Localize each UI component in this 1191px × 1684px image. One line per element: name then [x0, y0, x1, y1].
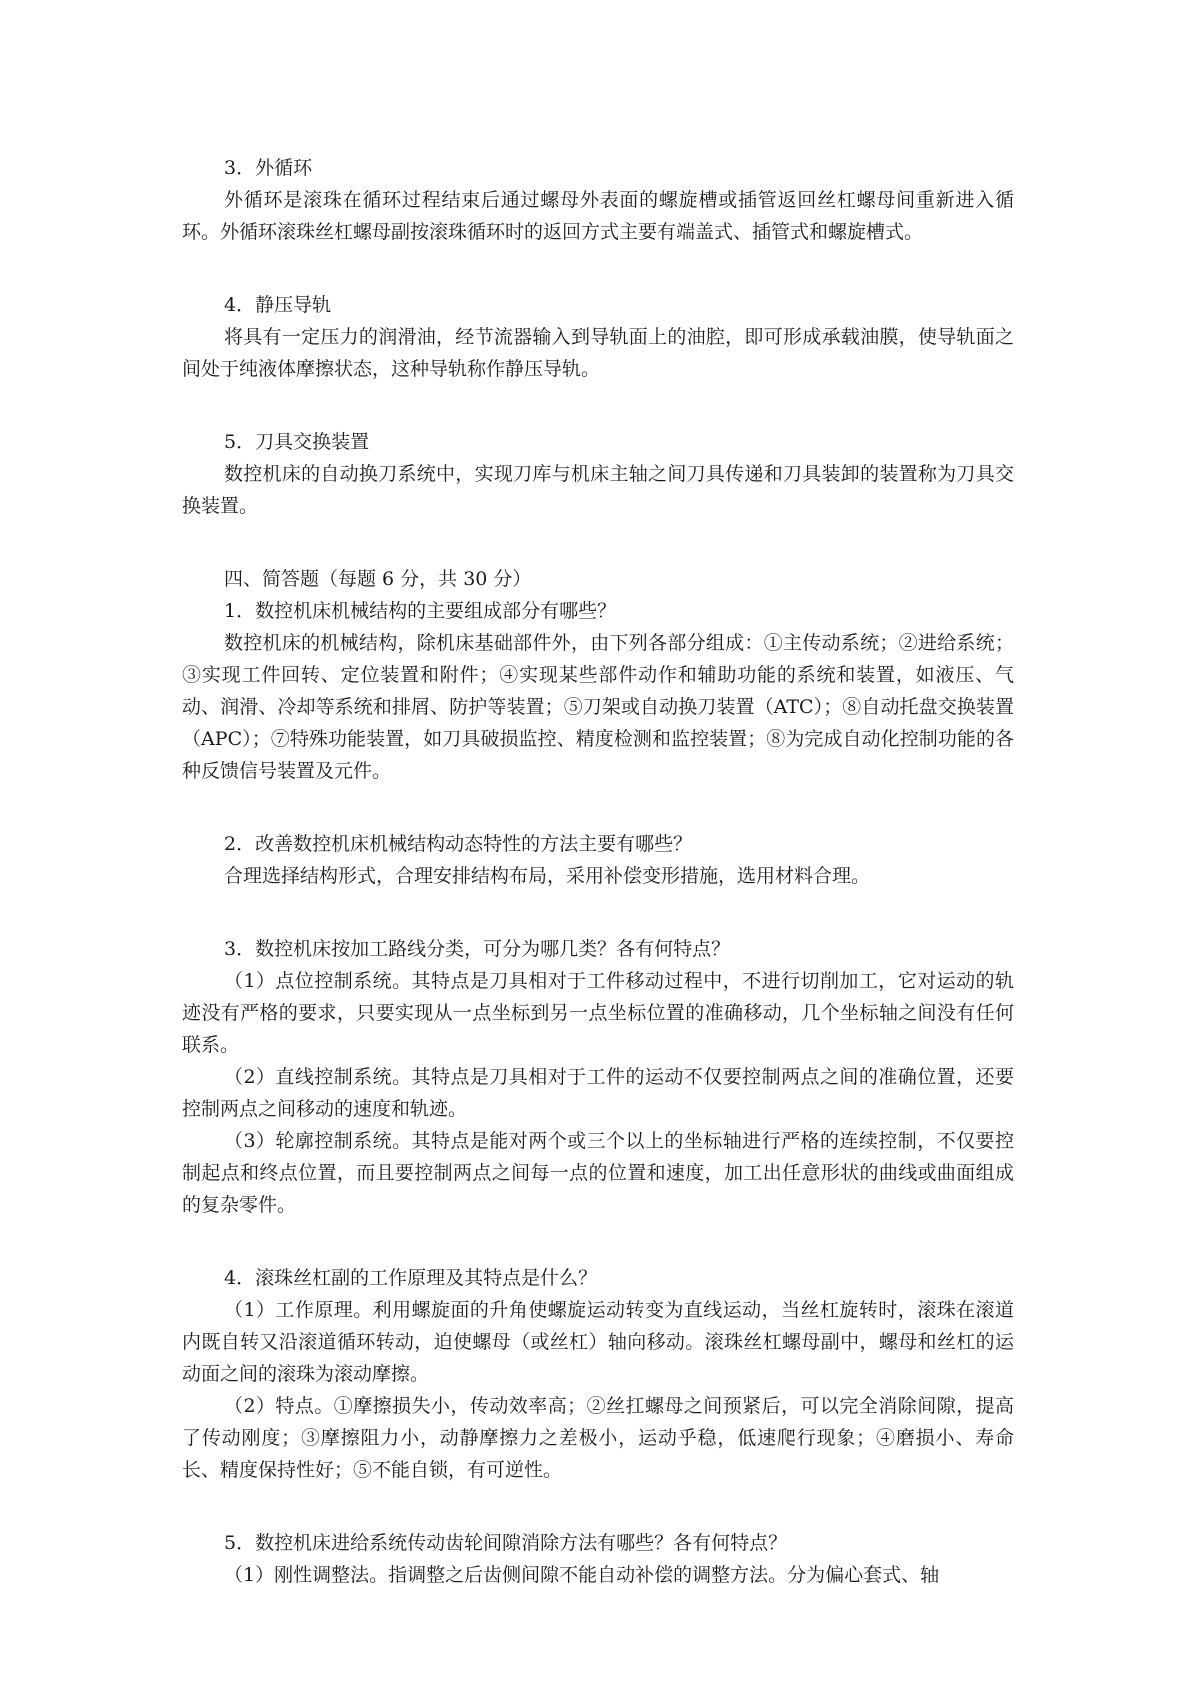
- section-heading: 3．外循环: [224, 157, 313, 179]
- term-hydrostatic-guideway: [182, 289, 1014, 385]
- paragraph: （1）工作原理。利用螺旋面的升角使螺旋运动转变为直线运动，当丝杠旋转时，滚珠在滚道内既自转又沿滚道循环转动，迫使螺母（或丝杠）轴向移动。滚珠丝杠螺母副中，螺母和丝杠的运动面之间的滚珠为滚动摩擦。: [182, 1299, 1014, 1385]
- paragraph: （1）刚性调整法。指调整之后齿侧间隙不能自动补偿的调整方法。分为偏心套式、轴: [224, 1564, 940, 1586]
- question-heading: 3．数控机床按加工路线分类，可分为哪几类？各有何特点？: [224, 938, 731, 960]
- question-2: [182, 828, 1014, 892]
- paragraph: 数控机床的自动换刀系统中，实现刀库与机床主轴之间刀具传递和刀具装卸的装置称为刀具交换装置。: [182, 463, 1014, 517]
- paragraph: （2）直线控制系统。其特点是刀具相对于工件的运动不仅要控制两点之间的准确位置，还要控制两点之间移动的速度和轨迹。: [182, 1066, 1014, 1120]
- paragraph: 合理选择结构形式，合理安排结构布局，采用补偿变形措施，选用材料合理。: [224, 865, 871, 887]
- paragraph: （1）点位控制系统。其特点是刀具相对于工件移动过程中，不进行切削加工，它对运动的轨迹没有严格的要求，只要实现从一点坐标到另一点坐标位置的准确移动，几个坐标轴之间没有任何联系。: [182, 970, 1014, 1056]
- section-heading: 4．静压导轨: [224, 294, 332, 316]
- question-3: [182, 933, 1014, 1221]
- question-heading: 2．改善数控机床机械结构动态特性的方法主要有哪些？: [224, 833, 693, 855]
- paragraph: （2）特点。①摩擦损失小，传动效率高；②丝扛螺母之间预紧后，可以完全消除间隙，提高了传动刚度；③摩擦阻力小，动静摩擦力之差极小，运动乎稳，低速爬行现象；④磨损小、寿命长、精度保持性好；⑤不能自锁，有可逆性。: [182, 1395, 1014, 1481]
- question-heading: 5．数控机床进给系统传动齿轮间隙消除方法有哪些？各有何特点？: [224, 1532, 788, 1554]
- question-5: [182, 1527, 1014, 1591]
- question-4: [182, 1262, 1014, 1486]
- question-heading: 4．滚珠丝杠副的工作原理及其特点是什么？: [224, 1267, 598, 1289]
- paragraph: 数控机床的机械结构，除机床基础部件外，由下列各部分组成：①主传动系统；②进给系统；③实现工件回转、定位装置和附件；④实现某些部件动作和辅助功能的系统和装置，如液压、气动、润滑、冷却等系统和排屑、防护等装置；⑤刀架或自动换刀装置（ATC）；⑧自动托盘交换装置（APC）；⑦特殊功能装置，如刀具破损监控、精度检测和监控装置；⑧为完成自动化控制功能的各种反馈信号装置及元件。: [182, 632, 1014, 782]
- section-heading: 5．刀具交换装置: [224, 431, 370, 453]
- document-body: [182, 152, 1014, 1591]
- part-heading: 四、简答题（每题 6 分，共 30 分）: [224, 568, 532, 590]
- question-heading: 1．数控机床机械结构的主要组成部分有哪些？: [224, 600, 617, 622]
- term-tool-exchange-device: [182, 426, 1014, 522]
- paragraph: 外循环是滚珠在循环过程结束后通过螺母外表面的螺旋槽或插管返回丝杠螺母间重新进入循环。外循环滚珠丝杠螺母副按滚珠循环时的返回方式主要有端盖式、插管式和螺旋槽式。: [182, 189, 1014, 243]
- term-external-circulation: [182, 152, 1014, 248]
- short-answer-section: [182, 563, 1014, 787]
- paragraph: 将具有一定压力的润滑油，经节流器输入到导轨面上的油腔，即可形成承载油膜，使导轨面之间处于纯液体摩擦状态，这种导轨称作静压导轨。: [182, 326, 1014, 380]
- paragraph: （3）轮廓控制系统。其特点是能对两个或三个以上的坐标轴进行严格的连续控制，不仅要控制起点和终点位置，而且要控制两点之间每一点的位置和速度，加工出任意形状的曲线或曲面组成的复杂零件。: [182, 1130, 1014, 1216]
